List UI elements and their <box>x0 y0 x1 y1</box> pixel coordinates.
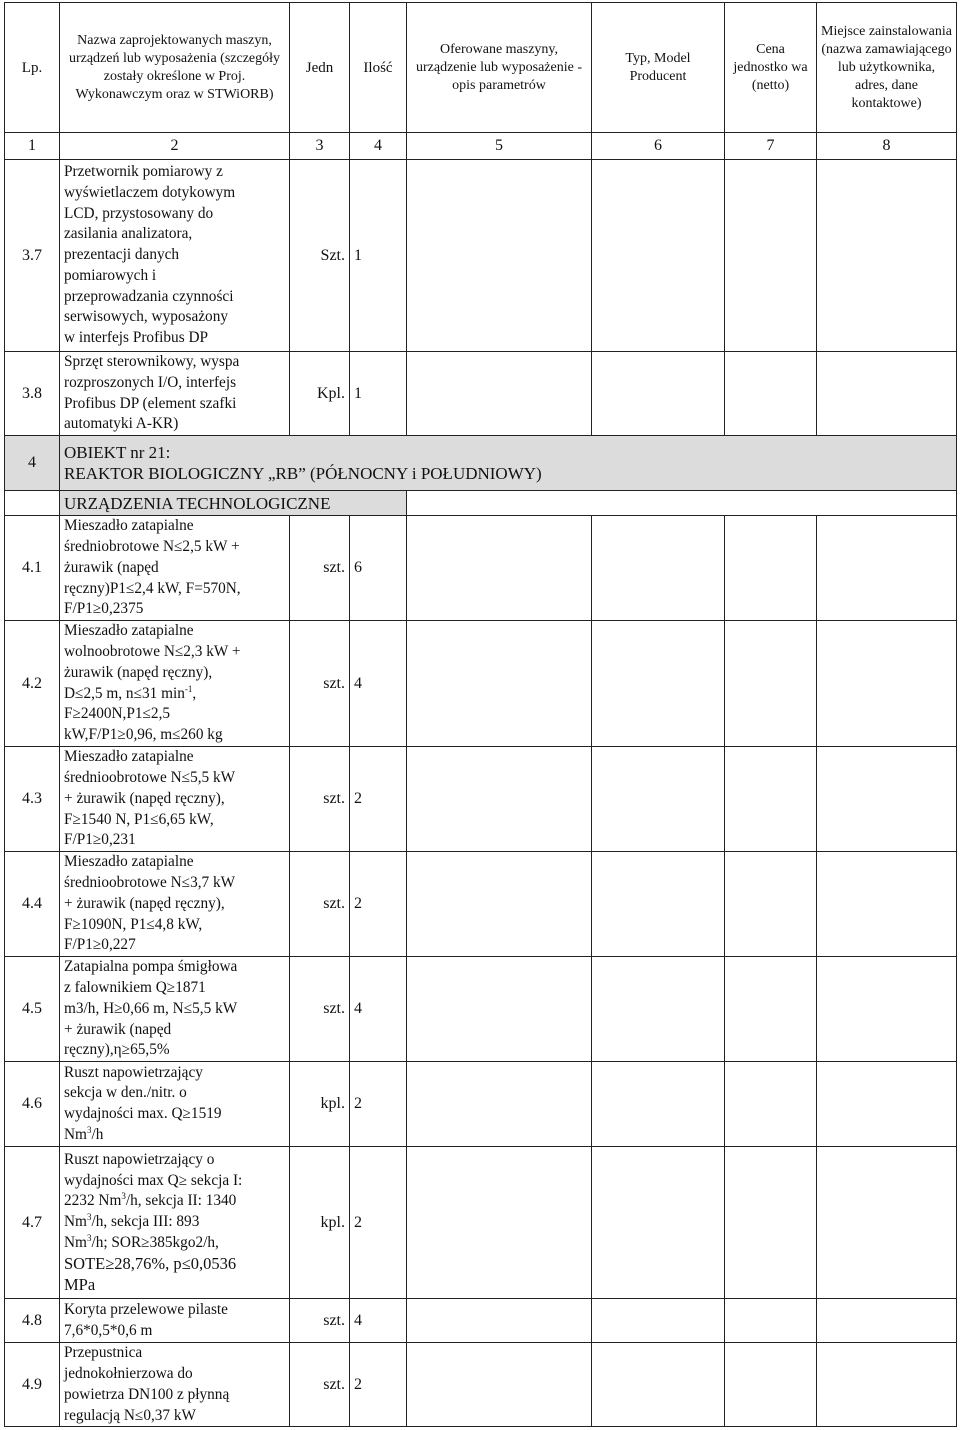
row-lp: 3.7 <box>5 160 60 352</box>
row-description: Zatapialna pompa śmigłowa z falownikiem Q≥1871 m3/h, H≥0,66 m, N≤5,5 kW + żurawik (napęd ręczny),η≥65,5% <box>60 957 290 1062</box>
superscript: 3 <box>86 1232 92 1243</box>
row-unit: szt. <box>290 957 350 1062</box>
row-type-cell <box>592 352 725 436</box>
description-line: Mieszadło zatapialne <box>64 622 194 640</box>
row-price-cell <box>725 1147 817 1299</box>
header-lp: Lp. <box>5 3 60 133</box>
row-lp: 4.4 <box>5 852 60 957</box>
column-number: 1 <box>5 133 60 160</box>
row-unit: szt. <box>290 621 350 747</box>
header-qty: Ilość <box>350 3 407 133</box>
row-place-cell <box>817 1343 957 1427</box>
row-qty: 2 <box>350 1343 407 1427</box>
row-type-cell <box>592 621 725 747</box>
column-number: 7 <box>725 133 817 160</box>
description-line <box>64 1233 285 1254</box>
description-text: /h, sekcja III: 893 <box>91 1213 200 1231</box>
superscript: 3 <box>121 1191 126 1202</box>
row-place-cell <box>817 747 957 852</box>
row-type-cell <box>592 160 725 352</box>
row-description: Mieszadło zatapialne średnioobrotowe N≤5,5 kW + żurawik (napęd ręczny), F≥1540 N, P1≤6,65 kW, F/P1≥0,231 <box>60 747 290 852</box>
row-price-cell <box>725 747 817 852</box>
row-place-cell <box>817 957 957 1062</box>
row-price-cell <box>725 621 817 747</box>
row-offered-cell <box>407 516 592 621</box>
description-text: Nm <box>64 1234 87 1252</box>
column-number: 2 <box>60 133 290 160</box>
header-price: Cena jednostko wa (netto) <box>725 3 817 133</box>
row-type-cell <box>592 1062 725 1147</box>
row-qty: 4 <box>350 621 407 747</box>
table-row <box>5 516 957 621</box>
row-price-cell <box>725 352 817 436</box>
row-lp: 3.8 <box>5 352 60 436</box>
row-lp: 4.8 <box>5 1299 60 1343</box>
header-type: Typ, Model Producent <box>592 3 725 133</box>
row-lp: 4.5 <box>5 957 60 1062</box>
row-lp: 4.3 <box>5 747 60 852</box>
row-price-cell <box>725 160 817 352</box>
table-row <box>5 747 957 852</box>
row-qty: 6 <box>350 516 407 621</box>
row-lp: 4.1 <box>5 516 60 621</box>
description-line: sekcja w den./nitr. o <box>64 1084 187 1102</box>
description-line: F≥2400N,P1≤2,5 <box>64 705 171 723</box>
header-place: Miejsce zainstalowania (nazwa zamawiającego lub użytkownika, adres, dane kontaktowe) <box>817 3 957 133</box>
row-qty: 1 <box>350 160 407 352</box>
row-unit: szt. <box>290 852 350 957</box>
row-description: Koryta przelewowe pilaste 7,6*0,5*0,6 m <box>60 1299 290 1343</box>
description-line: wydajności max Q≥ sekcja I: <box>64 1171 243 1189</box>
row-qty: 2 <box>350 852 407 957</box>
description-text: /h, sekcja II: 1340 <box>125 1192 237 1210</box>
row-qty: 4 <box>350 957 407 1062</box>
description-text: Nm <box>64 1213 87 1231</box>
row-description: Przepustnica jednokołnierzowa do powietrza DN100 z płynną regulacją N≤0,37 kW <box>60 1343 290 1427</box>
column-number: 4 <box>350 133 407 160</box>
table-row <box>5 1147 957 1299</box>
description-line <box>64 684 285 705</box>
row-offered-cell <box>407 1343 592 1427</box>
row-unit: szt. <box>290 1299 350 1343</box>
table-row <box>5 160 957 352</box>
table-row <box>5 957 957 1062</box>
superscript: -1 <box>184 683 193 694</box>
section-title-line1: OBIEKT nr 21: <box>64 443 171 463</box>
row-lp: 4.7 <box>5 1147 60 1299</box>
row-description <box>60 1062 290 1147</box>
row-place-cell <box>817 516 957 621</box>
description-line: żurawik (napęd ręczny), <box>64 663 213 681</box>
table-row <box>5 1062 957 1147</box>
description-text: D≤2,5 m, n≤31 min <box>64 684 185 702</box>
column-number: 5 <box>407 133 592 160</box>
row-qty: 4 <box>350 1299 407 1343</box>
header-unit: Jedn <box>290 3 350 133</box>
description-text: /h <box>91 1125 104 1143</box>
table-row <box>5 1299 957 1343</box>
row-offered-cell <box>407 1147 592 1299</box>
row-unit: szt. <box>290 747 350 852</box>
row-description <box>60 621 290 747</box>
row-place-cell <box>817 852 957 957</box>
column-number: 6 <box>592 133 725 160</box>
row-type-cell <box>592 852 725 957</box>
row-unit: Kpl. <box>290 352 350 436</box>
description-line <box>64 1125 285 1146</box>
row-type-cell <box>592 1299 725 1343</box>
row-type-cell <box>592 957 725 1062</box>
row-qty: 1 <box>350 352 407 436</box>
description-line: wydajności max. Q≥1519 <box>64 1105 222 1123</box>
row-offered-cell <box>407 621 592 747</box>
row-description: Mieszadło zatapialne średniobrotowe N≤2,5 kW + żurawik (napęd ręczny)P1≤2,4 kW, F=570N, F/P1≥0,2375 <box>60 516 290 621</box>
row-place-cell <box>817 621 957 747</box>
row-type-cell <box>592 1343 725 1427</box>
description-text: Nm <box>64 1125 87 1143</box>
row-offered-cell <box>407 1062 592 1147</box>
row-unit: kpl. <box>290 1147 350 1299</box>
row-lp: 4.2 <box>5 621 60 747</box>
row-price-cell <box>725 1062 817 1147</box>
table-row <box>5 621 957 747</box>
section-row <box>5 436 957 491</box>
description-line: wolnoobrotowe N≤2,3 kW + <box>64 643 241 661</box>
superscript: 3 <box>86 1212 92 1223</box>
description-line: SOTE≥28,76%, p≤0,0536 <box>64 1253 237 1273</box>
section-title <box>60 436 957 491</box>
header-offered: Oferowane maszyny, urządzenie lub wyposażenie - opis parametrów <box>407 3 592 133</box>
row-price-cell <box>725 957 817 1062</box>
header-row <box>5 3 957 133</box>
subsection-row <box>5 491 957 516</box>
table-row <box>5 852 957 957</box>
table-row <box>5 352 957 436</box>
description-text: , <box>192 684 197 702</box>
description-line <box>64 1212 285 1233</box>
row-lp: 4.6 <box>5 1062 60 1147</box>
subsection-title: URZĄDZENIA TECHNOLOGICZNE <box>60 491 407 516</box>
description-line: Ruszt napowietrzający <box>64 1063 203 1081</box>
row-qty: 2 <box>350 747 407 852</box>
row-type-cell <box>592 516 725 621</box>
row-offered-cell <box>407 747 592 852</box>
column-number: 8 <box>817 133 957 160</box>
row-price-cell <box>725 1343 817 1427</box>
row-place-cell <box>817 352 957 436</box>
row-price-cell <box>725 1299 817 1343</box>
row-description: Sprzęt sterownikowy, wyspa rozproszonych I/O, interfejs Profibus DP (element szafki automatyki A-KR) <box>60 352 290 436</box>
row-offered-cell <box>407 160 592 352</box>
row-unit: Szt. <box>290 160 350 352</box>
row-price-cell <box>725 516 817 621</box>
row-description: Mieszadło zatapialne średnioobrotowe N≤3,7 kW + żurawik (napęd ręczny), F≥1090N, P1≤4,8 kW, F/P1≥0,227 <box>60 852 290 957</box>
description-line <box>64 1191 285 1212</box>
superscript: 3 <box>86 1124 92 1135</box>
table-row <box>5 1343 957 1427</box>
column-number: 3 <box>290 133 350 160</box>
row-qty: 2 <box>350 1147 407 1299</box>
row-type-cell <box>592 1147 725 1299</box>
subsection-lp-cell <box>5 491 60 516</box>
row-lp: 4.9 <box>5 1343 60 1427</box>
equipment-specification-table <box>4 2 957 1427</box>
row-offered-cell <box>407 957 592 1062</box>
description-line: MPa <box>64 1274 96 1294</box>
subsection-empty-cell <box>407 491 957 516</box>
row-place-cell <box>817 160 957 352</box>
row-unit: kpl. <box>290 1062 350 1147</box>
row-type-cell <box>592 747 725 852</box>
description-line: Ruszt napowietrzający o <box>64 1150 215 1168</box>
row-place-cell <box>817 1062 957 1147</box>
row-unit: szt. <box>290 1343 350 1427</box>
row-description: Przetwornik pomiarowy z wyświetlaczem dotykowym LCD, przystosowany do zasilania analizatora, prezentacji danych pomiarowych i przeprowadzania czynności serwisowych, wyposażony w interfejs Profibus DP <box>60 160 290 352</box>
row-qty: 2 <box>350 1062 407 1147</box>
description-text: /h; SOR≥385kgo2/h, <box>91 1234 219 1252</box>
row-offered-cell <box>407 852 592 957</box>
description-text: 2232 Nm <box>64 1192 122 1210</box>
row-offered-cell <box>407 1299 592 1343</box>
section-lp: 4 <box>5 436 60 491</box>
row-offered-cell <box>407 352 592 436</box>
column-number-row <box>5 133 957 160</box>
header-name: Nazwa zaprojektowanych maszyn, urządzeń lub wyposażenia (szczegóły zostały określone w Proj. Wykonawczym oraz w STWiORB) <box>60 3 290 133</box>
section-title-line2: REAKTOR BIOLOGICZNY „RB” (PÓŁNOCNY i POŁUDNIOWY) <box>64 464 542 484</box>
description-line: kW,F/P1≥0,96, m≤260 kg <box>64 726 223 744</box>
row-place-cell <box>817 1147 957 1299</box>
row-price-cell <box>725 852 817 957</box>
row-unit: szt. <box>290 516 350 621</box>
row-place-cell <box>817 1299 957 1343</box>
row-description <box>60 1147 290 1299</box>
